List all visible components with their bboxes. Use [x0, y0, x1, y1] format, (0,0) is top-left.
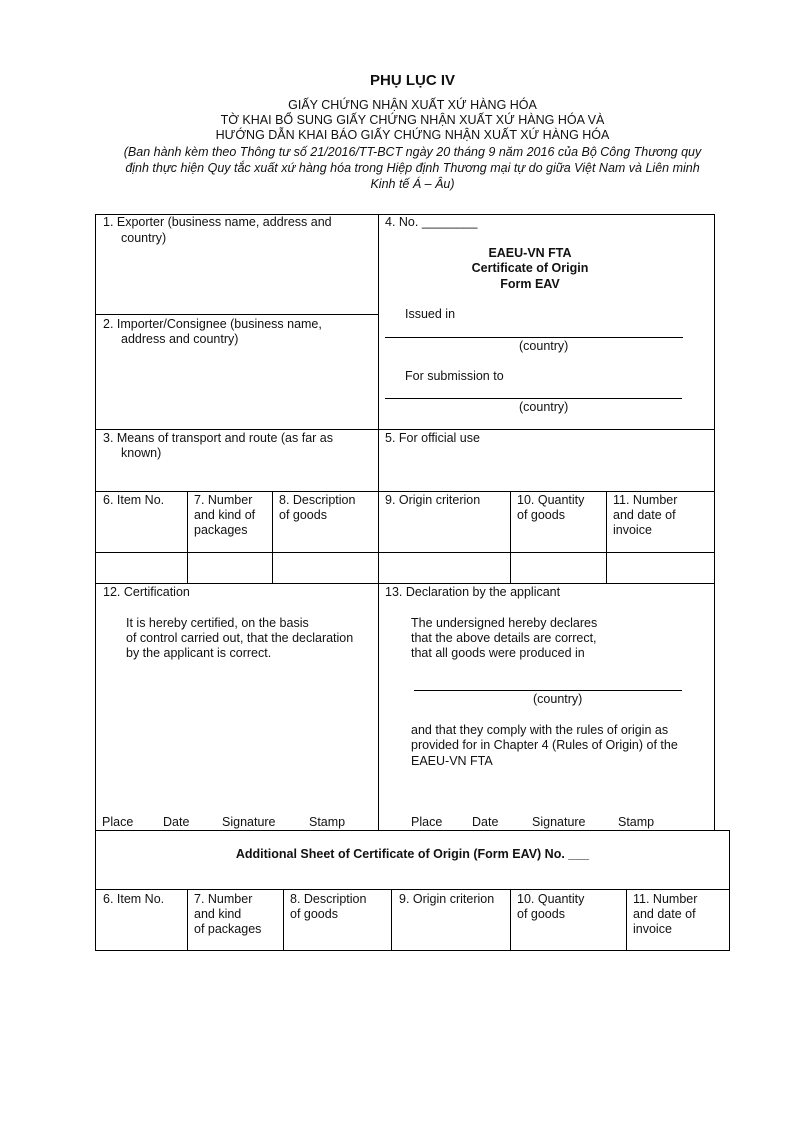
add-col-quantity-2: of goods	[517, 907, 565, 921]
add-col-origin: 9. Origin criterion	[399, 892, 495, 906]
legal-note-line: (Ban hành kèm theo Thông tư số 21/2016/TT-BCT ngày 20 tháng 9 năm 2016 của Bộ Công Thương quy	[123, 145, 702, 159]
produced-in-line	[414, 690, 682, 691]
declaration-text: The undersigned hereby declares	[411, 616, 598, 630]
form-divider	[95, 552, 715, 553]
additional-col-divider	[187, 889, 188, 951]
importer-label: 2. Importer/Consignee (business name,	[103, 317, 322, 331]
issued-in-label: Issued in	[405, 307, 456, 321]
comply-text: and that they comply with the rules of origin as	[411, 723, 669, 737]
sig-stamp: Stamp	[309, 815, 346, 829]
column-divider	[510, 491, 511, 584]
column-divider	[378, 491, 379, 584]
cert-title-origin: Certificate of Origin	[471, 261, 589, 275]
add-col-description-2: of goods	[290, 907, 338, 921]
certification-text: It is hereby certified, on the basis	[126, 616, 309, 630]
certification-label: 12. Certification	[103, 585, 190, 599]
importer-label-cont: address and country)	[121, 332, 239, 346]
issued-in-line	[385, 337, 683, 338]
additional-col-divider	[283, 889, 284, 951]
col-quantity-2: of goods	[517, 508, 565, 522]
column-divider	[187, 491, 188, 584]
produced-country-caption: (country)	[533, 692, 583, 706]
cert-title-fta: EAEU-VN FTA	[488, 246, 572, 260]
additional-col-divider	[626, 889, 627, 951]
submission-line	[385, 398, 682, 399]
transport-label-cont: known)	[121, 446, 162, 460]
col-number-kind-3: packages	[194, 523, 248, 537]
certificate-number: 4. No. ________	[385, 215, 478, 229]
additional-sheet-title: Additional Sheet of Certificate of Origin (Form EAV) No. ___	[235, 847, 590, 861]
form-divider	[95, 491, 715, 492]
col-invoice: 11. Number	[613, 493, 678, 507]
exporter-label-cont: country)	[121, 231, 167, 245]
exporter-label: 1. Exporter (business name, address and	[103, 215, 332, 229]
certification-text: of control carried out, that the declaration	[126, 631, 354, 645]
col-number-kind-2: and kind of	[194, 508, 256, 522]
additional-col-divider	[510, 889, 511, 951]
col-quantity: 10. Quantity	[517, 493, 585, 507]
col-description-2: of goods	[279, 508, 327, 522]
sig-place: Place	[411, 815, 443, 829]
form-divider-center	[378, 214, 379, 492]
form-border-left	[95, 214, 96, 831]
column-divider	[272, 491, 273, 584]
sig-stamp: Stamp	[618, 815, 655, 829]
form-border-right	[714, 214, 715, 831]
page-title: PHỤ LỤC IV	[369, 72, 455, 89]
official-use-label: 5. For official use	[385, 431, 480, 445]
column-divider	[606, 491, 607, 584]
legal-note-line: Kinh tế Á – Âu)	[370, 177, 455, 191]
sig-date: Date	[163, 815, 190, 829]
declaration-label: 13. Declaration by the applicant	[385, 585, 561, 599]
form-divider	[95, 314, 379, 315]
additional-border-bottom	[95, 950, 730, 951]
sig-signature: Signature	[222, 815, 276, 829]
declaration-text: that the above details are correct,	[411, 631, 597, 645]
subtitle-line: HƯỚNG DẪN KHAI BÁO GIẤY CHỨNG NHẬN XUẤT XỨ HÀNG HÓA	[215, 127, 610, 142]
sig-place: Place	[102, 815, 134, 829]
add-col-number-kind: 7. Number	[194, 892, 253, 906]
form-divider	[95, 583, 715, 584]
certification-text: by the applicant is correct.	[126, 646, 272, 660]
add-col-description: 8. Description	[290, 892, 367, 906]
legal-note-line: định thực hiện Quy tắc xuất xứ hàng hóa trong Hiệp định Thương mại tự do giữa Việt Nam và Liên minh	[125, 161, 700, 175]
declaration-text: that all goods were produced in	[411, 646, 585, 660]
col-number-kind: 7. Number	[194, 493, 253, 507]
col-item-no: 6. Item No.	[103, 493, 165, 507]
add-col-number-kind-3: of packages	[194, 922, 262, 936]
additional-divider	[95, 889, 730, 890]
col-invoice-3: invoice	[613, 523, 652, 537]
issued-country-caption: (country)	[519, 339, 569, 353]
submission-country-caption: (country)	[519, 400, 569, 414]
subtitle-line: TỜ KHAI BỔ SUNG GIẤY CHỨNG NHẬN XUẤT XỨ HÀNG HÓA VÀ	[220, 112, 605, 127]
add-col-quantity: 10. Quantity	[517, 892, 585, 906]
additional-border-top	[95, 830, 730, 831]
add-col-invoice: 11. Number	[633, 892, 698, 906]
comply-text: EAEU-VN FTA	[411, 754, 493, 768]
sig-signature: Signature	[532, 815, 586, 829]
col-origin: 9. Origin criterion	[385, 493, 481, 507]
form-divider-center-lower	[378, 583, 379, 831]
submission-label: For submission to	[405, 369, 504, 383]
add-col-item-no: 6. Item No.	[103, 892, 165, 906]
col-description: 8. Description	[279, 493, 356, 507]
transport-label: 3. Means of transport and route (as far as	[103, 431, 333, 445]
col-invoice-2: and date of	[613, 508, 676, 522]
add-col-invoice-2: and date of	[633, 907, 696, 921]
cert-title-form: Form EAV	[500, 277, 560, 291]
subtitle-line: GIẤY CHỨNG NHẬN XUẤT XỨ HÀNG HÓA	[288, 98, 537, 112]
add-col-number-kind-2: and kind	[194, 907, 242, 921]
sig-date: Date	[472, 815, 499, 829]
page-subtitle	[95, 98, 730, 142]
legal-note	[95, 144, 730, 192]
comply-text: provided for in Chapter 4 (Rules of Origin) of the	[411, 738, 678, 752]
form-divider	[95, 429, 715, 430]
additional-col-divider	[391, 889, 392, 951]
add-col-invoice-3: invoice	[633, 922, 672, 936]
